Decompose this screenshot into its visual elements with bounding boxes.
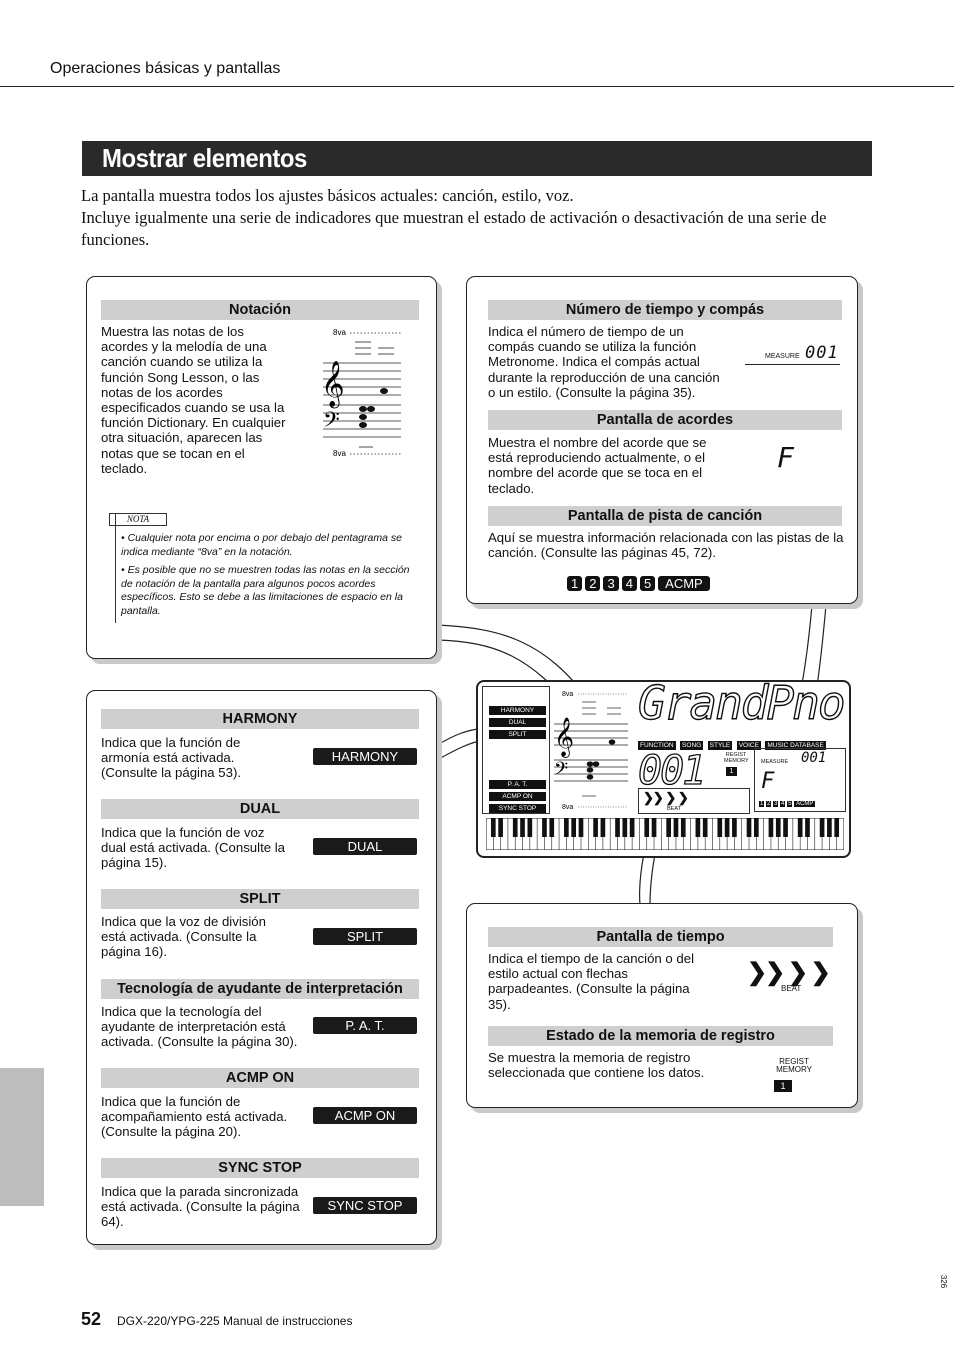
octave-bottom-label: 8va: [333, 449, 346, 458]
track-badge-5: 5: [640, 576, 655, 591]
notation-heading: Notación: [101, 300, 419, 320]
beat-label: BEAT: [781, 984, 802, 993]
split-heading: SPLIT: [101, 889, 419, 909]
lcd-staff: [552, 686, 630, 814]
regist-text: Se muestra la memoria de registro seleccionada que contiene los datos.: [488, 1050, 705, 1081]
track-badge-acmp: ACMP: [658, 576, 710, 591]
track-badge-2: 2: [585, 576, 600, 591]
track-heading: Pantalla de pista de canción: [488, 506, 842, 526]
sync-stop-heading: SYNC STOP: [101, 1158, 419, 1178]
notation-text: Muestra las notas de los acordes y la melodía de una canción cuando se utiliza la función Song Lesson, o las notas de los acordes especificados cuando se usa la función Dictionary. En cualquier otra situación, aparecen las notas que se tocan en el teclado.: [101, 324, 286, 476]
harmony-badge: HARMONY: [313, 748, 417, 765]
lcd-beat-box: ❯❯ ❯ ❯ BEAT: [638, 788, 750, 814]
lcd-harmony: HARMONY: [489, 706, 546, 715]
lcd-split: SPLIT: [489, 730, 546, 739]
page-number: 52: [81, 1309, 102, 1329]
dual-badge: DUAL: [313, 838, 417, 855]
dual-heading: DUAL: [101, 799, 419, 819]
regist-heading: Estado de la memoria de registro: [488, 1026, 833, 1046]
regist-num: 1: [774, 1080, 792, 1092]
track-badge-3: 3: [603, 576, 618, 591]
acmp-on-text: Indica que la función de acompañamiento está activada. (Consulte la página 20).: [101, 1094, 288, 1140]
lcd-voice-name: GrandPno: [638, 676, 844, 730]
split-text: Indica que la voz de división está activada. (Consulte la página 16).: [101, 914, 266, 960]
sync-stop-badge: SYNC STOP: [313, 1197, 417, 1214]
svg-text:𝄞: 𝄞: [554, 717, 575, 757]
lcd-keyboard: [486, 818, 844, 850]
pat-text: Indica que la tecnología del ayudante de interpretación está activada. (Consulte la página 30).: [101, 1004, 298, 1050]
running-head: Operaciones básicas y pantallas: [50, 60, 281, 77]
measure-text: Indica el número de tiempo de un compás cuando se utiliza la función Metronome. Indica el compás actual durante la reproducción de una canción o un estilo. (Consulte la página 35).: [488, 324, 720, 400]
measure-display: [745, 343, 840, 365]
track-badge-4: 4: [622, 576, 637, 591]
track-badge-1: 1: [567, 576, 582, 591]
lcd-regist-label: REGIST MEMORY: [724, 752, 749, 764]
chord-heading: Pantalla de acordes: [488, 410, 842, 430]
staff-notation-figure: [315, 325, 407, 463]
harmony-heading: HARMONY: [101, 709, 419, 729]
tempo-text: Indica el tiempo de la canción o del estilo actual con flechas parpadeantes. (Consulte la página 35).: [488, 951, 695, 1012]
intro-line-2: Incluye igualmente una serie de indicadores que muestran el estado de activación o desactivación de una serie de funciones.: [81, 208, 827, 249]
section-title: Mostrar elementos: [102, 143, 307, 173]
svg-text:𝄢: 𝄢: [323, 408, 340, 438]
side-code: 326: [939, 1274, 949, 1289]
chord-value: F: [777, 441, 794, 474]
nota-item-1: • Cualquier nota por encima o por debajo del pentagrama se indica mediante “8va” en la notación.: [121, 532, 402, 558]
chapter-tab: [0, 1068, 44, 1206]
pat-heading: Tecnología de ayudante de interpretación: [101, 979, 419, 999]
lcd-indicator-column: [482, 686, 550, 814]
lcd-display: [476, 676, 851, 858]
svg-text:8va: 8va: [562, 691, 574, 698]
lcd-dual: DUAL: [489, 718, 546, 727]
acmp-on-badge: ACMP ON: [313, 1107, 417, 1124]
svg-text:𝄞: 𝄞: [321, 361, 345, 407]
octave-top-label: 8va: [333, 328, 346, 337]
display-info-panel: [466, 276, 858, 604]
nota-label: NOTA: [109, 513, 167, 526]
measure-label: MEASURE: [765, 353, 800, 360]
lcd-acmp-on: ACMP ON: [489, 792, 546, 801]
lcd-mode-buttons: FUNCTION SONG STYLE VOICE MUSIC DATABASE: [640, 742, 824, 749]
notation-panel: [86, 276, 437, 659]
dual-text: Indica que la función de voz dual está activada. (Consulte la página 15).: [101, 825, 286, 871]
svg-text:𝄢: 𝄢: [554, 759, 569, 784]
chord-text: Muestra el nombre del acorde que se está reproduciendo actualmente, o el nombre del acorde que se toca en el teclado.: [488, 435, 707, 496]
lcd-number: 001: [638, 748, 705, 794]
tempo-heading: Pantalla de tiempo: [488, 927, 833, 947]
indicators-panel: [86, 690, 437, 1245]
tempo-regist-panel: [466, 903, 858, 1108]
measure-heading: Número de tiempo y compás: [488, 300, 842, 320]
intro-line-1: La pantalla muestra todos los ajustes básicos actuales: canción, estilo, voz.: [81, 186, 574, 205]
measure-value: 001: [805, 343, 839, 363]
pat-badge: P. A. T.: [313, 1017, 417, 1034]
acmp-on-heading: ACMP ON: [101, 1068, 419, 1088]
svg-text:8va: 8va: [562, 804, 574, 811]
regist-label: REGIST MEMORY: [776, 1057, 812, 1074]
nota-rule: [115, 513, 116, 623]
nota-item-2: • Es posible que no se muestren todas las notas en la sección de notación de la pantalla para algunos pocos acordes específicos. Esto se debe a las limitaciones de espacio en la pantalla.: [121, 564, 410, 617]
lcd-sync-stop: SYNC STOP: [489, 804, 546, 813]
lcd-regist-num: 1: [726, 767, 737, 776]
lcd-right-box: MEASURE 001 F 1 2 3 4 5 ACMP: [754, 748, 846, 812]
track-badges: [567, 575, 713, 593]
split-badge: SPLIT: [313, 928, 417, 945]
sync-stop-text: Indica que la parada sincronizada está activada. (Consulte la página 64).: [101, 1184, 300, 1230]
lcd-pat: P. A. T.: [489, 780, 546, 789]
harmony-text: Indica que la función de armonía está activada. (Consulte la página 53).: [101, 735, 242, 781]
manual-title: DGX-220/YPG-225 Manual de instrucciones: [117, 1314, 353, 1328]
track-text: Aquí se muestra información relacionada con las pistas de la canción. (Consulte las páginas 45, 72).: [488, 530, 844, 561]
beat-arrows-icon: ❯❯ ❯ ❯: [747, 959, 829, 986]
